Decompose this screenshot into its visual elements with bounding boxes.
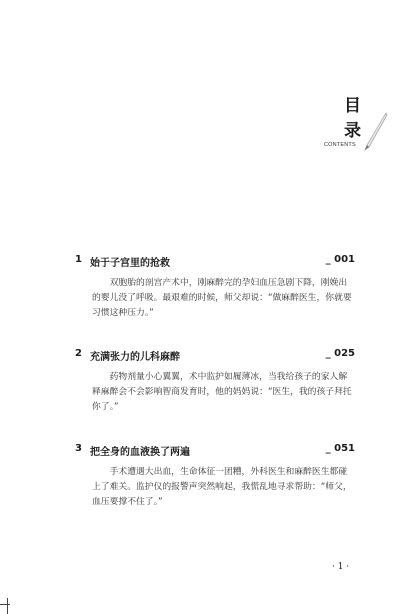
toc-entry[interactable] (75, 348, 355, 415)
toc-entry-number: 1 (75, 254, 82, 265)
toc-entry-title[interactable]: 始于子宫里的抢救 (90, 258, 170, 269)
toc-entry-description: 双胞胎的剖宫产术中，刚麻醉完的孕妇血压急剧下降，刚娩出的婴儿没了呼吸。最艰难的时候，师父却说：“做麻醉医生，你就要习惯这种压力。” (92, 278, 352, 318)
toc-entry-description: 手术遭遇大出血，生命体征一团糟，外科医生和麻醉医生都碰上了难关。监护仪的报警声突然响起，我慌乱地寻求帮助：“师父，血压要撑不住了。” (92, 467, 352, 507)
toc-entry-page[interactable]: _ 025 (325, 348, 355, 359)
toc-entry-page[interactable]: _ 001 (325, 254, 355, 265)
contents-header (318, 92, 390, 158)
page-number: · 1 · (332, 562, 350, 572)
toc-entry-page[interactable]: _ 051 (325, 443, 355, 454)
toc-entry[interactable] (75, 254, 355, 321)
crop-mark-vertical (7, 598, 8, 614)
pen-icon (362, 112, 388, 152)
toc-entry-title[interactable]: 把全身的血液换了两遍 (90, 447, 190, 458)
toc-entry-header (75, 443, 355, 459)
crop-mark-horizontal (0, 604, 10, 605)
toc-entry-number: 2 (75, 348, 82, 359)
toc-entry-number: 3 (75, 443, 82, 454)
toc-entry-header (75, 348, 355, 364)
contents-subtitle: CONTENTS (324, 142, 356, 148)
toc-entry-description: 药物剂量小心翼翼，术中监护如履薄冰，当我给孩子的家人解释麻醉会不会影响智商发育时，他的妈妈说：“医生，我的孩子拜托你了。” (92, 372, 352, 412)
toc-entry-header (75, 254, 355, 270)
contents-title-char-2: 录 (344, 121, 361, 141)
contents-title-char-1: 目 (344, 96, 361, 116)
toc-entry[interactable] (75, 443, 355, 510)
toc-entry-title[interactable]: 充满张力的儿科麻醉 (90, 352, 180, 363)
